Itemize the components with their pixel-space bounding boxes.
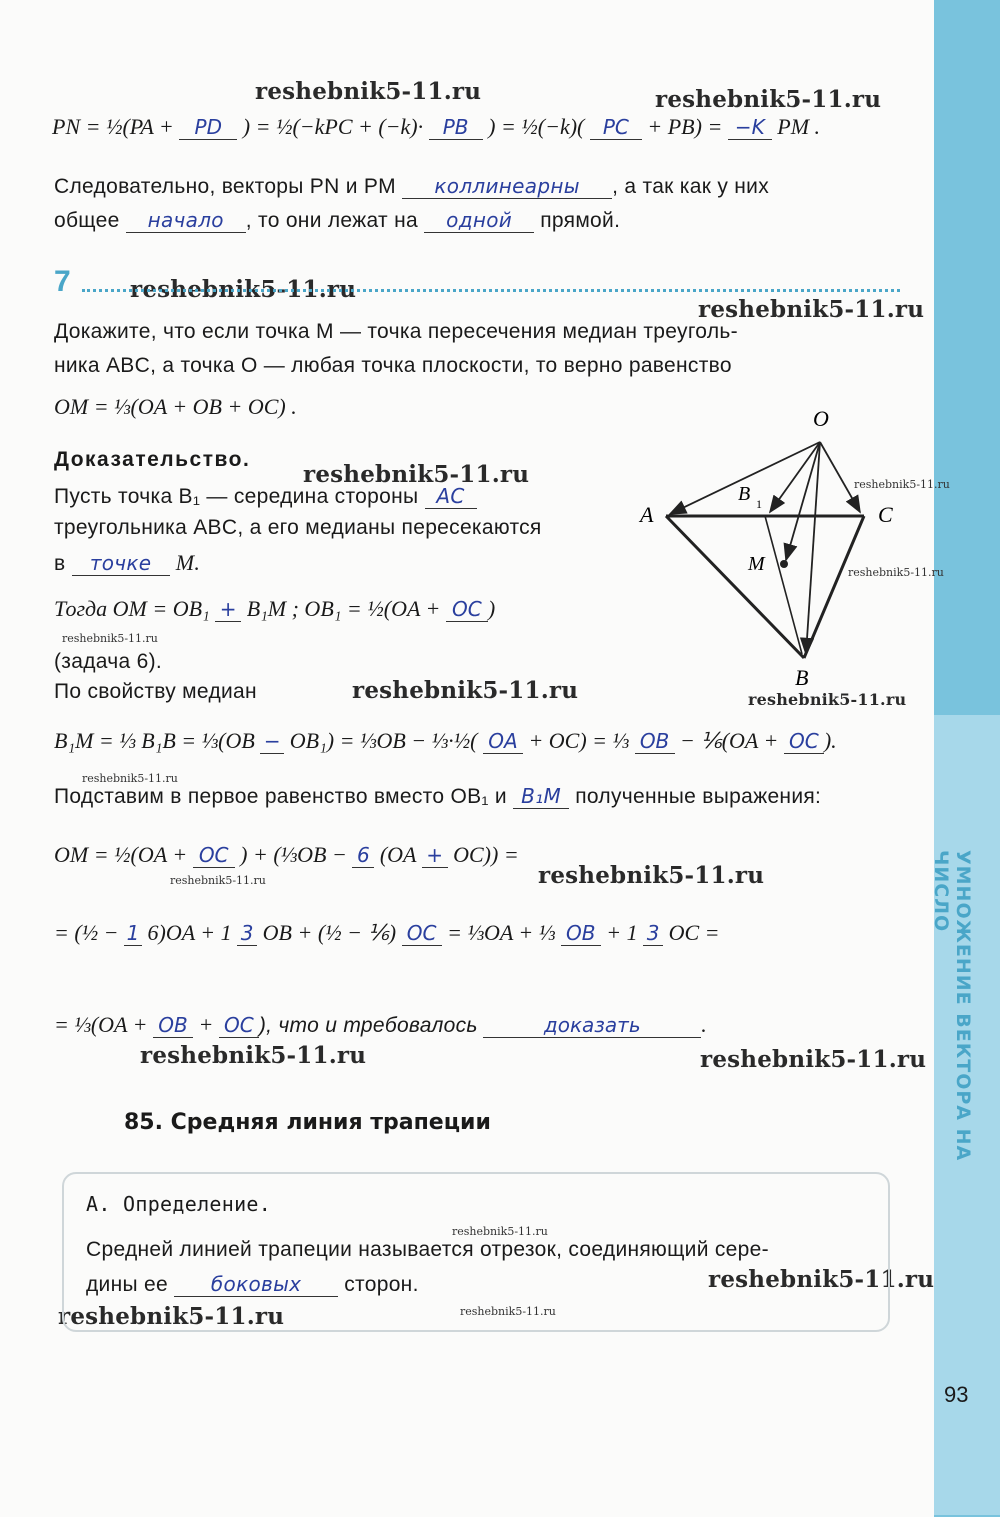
text: ), что и требовалось <box>258 1014 478 1037</box>
paragraph-line <box>54 174 769 199</box>
handwritten-answer: боковых <box>174 1272 338 1297</box>
definition-line: Средней линией трапеции называется отрезок, соединяющий сере- <box>86 1238 769 1261</box>
proof-title: Доказательство. <box>54 448 251 471</box>
task-text-line: Докажите, что если точка M — точка пересечения медиан треуголь- <box>54 320 738 343</box>
chapter-title-vertical: УМНОЖЕНИЕ ВЕКТОРА НА ЧИСЛО <box>930 850 974 1162</box>
text: Подставим в первое равенство вместо OB₁ и <box>54 785 507 808</box>
label-b1-sub: 1 <box>756 497 762 511</box>
handwritten-answer: 3 <box>237 921 257 946</box>
watermark: reshebnik5-11.ru <box>62 632 158 645</box>
formula-part: PN = ½(PA + <box>52 114 174 139</box>
median-b1b <box>765 516 802 654</box>
formula-part: 6)OA + 1 <box>147 920 232 945</box>
proof-line <box>54 550 200 576</box>
proof-equation <box>54 596 495 622</box>
handwritten-answer: OC <box>219 1013 259 1038</box>
proof-line <box>54 784 821 809</box>
proof-equation <box>54 1012 707 1038</box>
label-b1: B <box>738 483 751 505</box>
watermark: reshebnik5-11.ru <box>655 86 882 113</box>
text: , а так как у них <box>612 175 770 198</box>
definition-title: А. Определение. <box>86 1192 272 1216</box>
text: M. <box>175 550 201 575</box>
handwritten-answer: OB <box>635 729 675 754</box>
formula-part: B₁M = ⅓ B₁B = ⅓(OB <box>54 728 255 753</box>
handwritten-answer: точке <box>72 551 170 576</box>
watermark: reshebnik5-11.ru <box>140 1042 367 1069</box>
text: дины ее <box>86 1273 168 1296</box>
handwritten-answer: OB <box>561 921 601 946</box>
formula-part: ). <box>823 728 837 753</box>
handwritten-answer: доказать <box>483 1013 701 1038</box>
handwritten-answer: + <box>215 597 241 622</box>
formula-part: OM = ½(OA + <box>54 842 188 867</box>
proof-equation <box>54 920 720 946</box>
formula-part: + OC) = ⅓ <box>528 728 630 753</box>
handwritten-answer: OC <box>446 597 488 622</box>
formula-part: (OA <box>379 842 417 867</box>
task-number: 7 <box>54 265 71 298</box>
text: полученные выражения: <box>575 785 822 808</box>
proof-line: треугольника ABC, а его медианы пересекаются <box>54 516 542 539</box>
formula-part: OC = <box>668 920 720 945</box>
text: Пусть точка B₁ — середина стороны <box>54 485 419 508</box>
handwritten-answer: OC <box>784 729 824 754</box>
label-c: C <box>878 502 893 527</box>
formula-part: Тогда OM = OB₁ <box>54 596 210 621</box>
handwritten-answer: PC <box>590 115 642 140</box>
formula-part: ) = ½(−kPC + (−k)· <box>242 114 424 139</box>
task-divider <box>82 289 900 292</box>
proof-equation <box>54 842 519 868</box>
formula-part: OB + (½ − ⅙) <box>262 920 397 945</box>
task-equation: OM = ⅓(OA + OB + OC) . <box>54 394 297 419</box>
watermark: reshebnik5-11.ru <box>700 1046 927 1073</box>
watermark: reshebnik5-11.ru <box>303 461 530 488</box>
watermark: reshebnik5-11.ru <box>748 690 907 709</box>
handwritten-answer: − <box>260 729 284 754</box>
watermark: reshebnik5-11.ru <box>708 1266 935 1293</box>
task-text-line: ника ABC, а точка O — любая точка плоскости, то верно равенство <box>54 354 732 377</box>
handwritten-answer: коллинеарны <box>402 174 612 199</box>
text: Следовательно, векторы PN и PM <box>54 175 396 198</box>
watermark: reshebnik5-11.ru <box>58 1303 285 1330</box>
watermark: reshebnik5-11.ru <box>130 276 357 303</box>
triangle-figure <box>630 400 893 700</box>
text: прямой. <box>540 209 621 232</box>
formula-part: = ⅓OA + ⅓ <box>447 920 556 945</box>
handwritten-answer: AC <box>425 484 477 509</box>
watermark: reshebnik5-11.ru <box>170 874 266 887</box>
formula-part: PM . <box>777 114 821 139</box>
label-b: B <box>795 665 809 690</box>
text: , то они лежат на <box>245 209 418 232</box>
formula-part: = (½ − <box>54 920 119 945</box>
text: в <box>54 552 66 575</box>
formula-part: OC)) = <box>453 842 519 867</box>
handwritten-answer: одной <box>424 208 534 233</box>
formula-part: B₁M ; OB₁ = ½(OA + <box>246 596 441 621</box>
text: сторон. <box>344 1273 419 1296</box>
handwritten-answer: 3 <box>643 921 663 946</box>
label-a: A <box>640 502 654 527</box>
watermark: reshebnik5-11.ru <box>255 78 482 105</box>
watermark: reshebnik5-11.ru <box>452 1225 548 1238</box>
proof-line: (задача 6). <box>54 650 163 673</box>
handwritten-answer: + <box>422 843 448 868</box>
watermark: reshebnik5-11.ru <box>460 1305 556 1318</box>
point-m <box>780 560 788 568</box>
formula-part: + <box>198 1012 214 1037</box>
proof-equation <box>54 728 837 754</box>
formula-part: ) <box>487 596 496 621</box>
handwritten-answer: PD <box>179 115 237 140</box>
watermark: reshebnik5-11.ru <box>352 677 579 704</box>
proof-line: По свойству медиан <box>54 680 257 703</box>
handwritten-answer: PB <box>429 115 483 140</box>
formula-part: OB₁) = ⅓OB − ⅓·½( <box>289 728 478 753</box>
formula-part: ) = ½(−k)( <box>488 114 585 139</box>
handwritten-answer: начало <box>126 208 246 233</box>
handwritten-answer: OC <box>193 843 235 868</box>
section-title: 85. Средняя линия трапеции <box>124 1110 491 1135</box>
watermark: reshebnik5-11.ru <box>848 566 944 579</box>
label-m: M <box>748 553 765 575</box>
proof-line <box>54 484 477 509</box>
watermark: reshebnik5-11.ru <box>698 296 925 323</box>
formula-part: + 1 <box>606 920 638 945</box>
formula-part: ) + (⅓OB − <box>240 842 353 867</box>
label-o: O <box>813 406 829 431</box>
paragraph-line <box>54 208 620 233</box>
formula-part: + PB) = <box>647 114 723 139</box>
chapter-side-band <box>930 0 1000 1517</box>
handwritten-answer: 1 <box>124 921 142 946</box>
handwritten-answer: 6 <box>352 843 374 868</box>
watermark: reshebnik5-11.ru <box>82 772 178 785</box>
formula-part: = ⅓(OA + <box>54 1012 148 1037</box>
watermark: reshebnik5-11.ru <box>538 862 765 889</box>
formula-part: − ⅙(OA + <box>680 728 779 753</box>
handwritten-answer: −K <box>728 115 772 140</box>
formula-part: . <box>701 1012 707 1037</box>
handwritten-answer: OC <box>402 921 442 946</box>
vector-ob1 <box>770 442 820 512</box>
vector-om <box>786 442 820 560</box>
handwritten-answer: B₁M <box>513 784 569 809</box>
definition-line <box>86 1272 419 1297</box>
handwritten-answer: OB <box>153 1013 193 1038</box>
text: общее <box>54 209 120 232</box>
watermark: reshebnik5-11.ru <box>854 478 950 491</box>
handwritten-answer: OA <box>483 729 523 754</box>
vector-oc <box>820 442 860 512</box>
page-number: 93 <box>944 1382 969 1407</box>
top-formula <box>52 114 820 140</box>
